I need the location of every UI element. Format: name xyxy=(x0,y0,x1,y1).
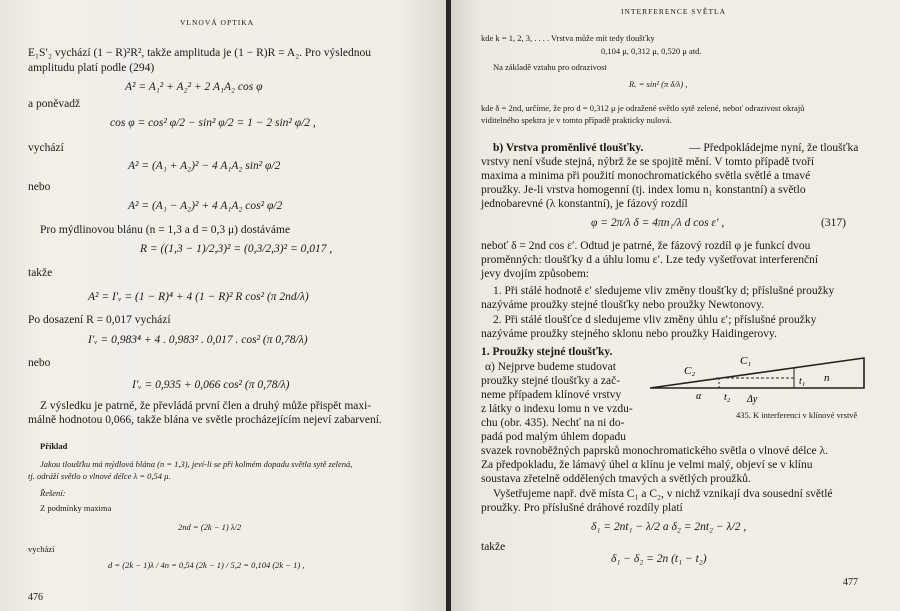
text-line: nebo xyxy=(28,181,51,193)
text-line: padá pod malým úhlem dopadu xyxy=(481,431,626,443)
text-line: 2. Při stálé tloušťce d sledujeme vliv změny úhlu ε′; příslušné proužky xyxy=(493,314,817,326)
text-line: kde k = 1, 2, 3, . . . . Vrstva může mít tedy tloušťky xyxy=(481,33,655,43)
wedge-shape xyxy=(650,358,864,388)
text-line: 0,104 μ, 0,312 μ, 0,520 μ atd. xyxy=(601,46,702,56)
equation: δ₁ − δ₂ = 2n (t₁ − t₂) xyxy=(611,553,707,565)
text-line: Na základě vztahu pro odrazivost xyxy=(493,62,607,72)
example-text: vychází xyxy=(28,544,55,554)
text-line: Za předpokladu, že lámavý úhel α klínu je velmi malý, objeví se v klínu xyxy=(481,459,813,471)
page-number-left: 476 xyxy=(28,592,43,603)
equation: Rᵥ = sin² (π δ/λ) , xyxy=(629,79,688,89)
equation: δ₁ = 2nt₁ − λ/2 a δ₂ = 2nt₂ − λ/2 , xyxy=(591,521,747,533)
text-line: Z výsledku je patrné, že převládá první člen a druhý může přispět maxi- xyxy=(40,400,372,412)
left-page xyxy=(0,0,448,611)
text-line: nazýváme proužky stejné tloušťky nebo proužky Newtonovy. xyxy=(481,299,764,311)
text-line: svazek rovnoběžných paprsků monochromatického světla o vlnové délce λ. xyxy=(481,445,828,457)
equation: A² = I′ᵥ = (1 − R)⁴ + 4 (1 − R)² R cos² (π 2nd/λ) xyxy=(88,291,309,303)
text-line: vychází xyxy=(28,142,64,154)
text-line: vrstvy není všude stejná, nýbrž že se spojitě mění. V tomto případě tvoří xyxy=(481,156,815,168)
label-c1: C₁ xyxy=(740,355,752,367)
running-head-left: VLNOVÁ OPTIKA xyxy=(180,18,255,27)
equation: I′ᵥ = 0,935 + 0,066 cos² (π 0,78/λ) xyxy=(132,379,290,391)
text-line: takže xyxy=(481,541,506,553)
text-line: soustava zřetelně oddělených tmavých a světlých proužků. xyxy=(481,473,751,485)
text-line: a poněvadž xyxy=(28,98,81,110)
label-alpha: α xyxy=(696,391,702,402)
figure-wedge-diagram xyxy=(644,352,876,410)
text-line: proužky stejné tloušťky a zač- xyxy=(481,375,621,387)
text-line: takže xyxy=(28,267,53,279)
text-line: Vyšetřujeme např. dvě místa C₁ a C₂, v nichž vznikají dva sousední světlé xyxy=(493,488,833,500)
text-line: chu (obr. 435). Nechť na ni do- xyxy=(481,417,625,429)
text-line: z látky o indexu lomu n ve vzdu- xyxy=(481,403,633,415)
page-number-right: 477 xyxy=(843,577,858,588)
text-line: 1. Při stálé hodnotě ε′ sledujeme vliv změny tloušťky d; příslušné proužky xyxy=(493,285,835,297)
example-equation: 2nd = (2k − 1) λ/2 xyxy=(178,522,242,532)
equation: R = ((1,3 − 1)/2,3)² = (0,3/2,3)² = 0,017 , xyxy=(140,243,333,255)
label-n: n xyxy=(824,372,830,384)
example-text: tj. odráží světlo o vlnové délce λ = 0,54 μ. xyxy=(28,471,171,481)
wedge-svg xyxy=(644,352,876,410)
text-line: kde δ = 2nd, určíme, že pro d = 0,312 μ je odražené světlo sytě zelené, neboť odrazivost okrajů xyxy=(481,103,805,113)
subsection-heading: 1. Proužky stejné tloušťky. xyxy=(481,346,613,358)
equation: A² = (A₁ + A₂)² − 4 A₁A₂ sin² φ/2 xyxy=(128,160,281,172)
solution-label: Řešení: xyxy=(40,488,66,498)
text-line: nebo xyxy=(28,357,51,369)
text-line: amplitudu platí podle (294) xyxy=(28,62,155,74)
equation: A² = (A₁ − A₂)² + 4 A₁A₂ cos² φ/2 xyxy=(128,200,283,212)
text-line: Po dosazení R = 0,017 vychází xyxy=(28,314,171,326)
text-line: viditelného spektra je v tomto případě prakticky nulová. xyxy=(481,115,672,125)
running-head-right: INTERFERENCE SVĚTLA xyxy=(621,7,727,16)
text-line: E₁S′₂ vychází (1 − R)²R², takže amplituda je (1 − R)R = A₂. Pro výslednou xyxy=(28,47,372,59)
equation: A² = A₁² + A₂² + 2 A₁A₂ cos φ xyxy=(125,81,263,93)
text-line: jednobarevné (λ konstantní), je fázový rozdíl xyxy=(481,198,688,210)
right-page xyxy=(451,0,900,611)
text-line: neboť δ = 2nd cos ε′. Odtud je patrné, že fázový rozdíl φ je funkcí dvou xyxy=(481,240,811,252)
text-line: maxima a minima při použití monochromatického světla světlé a tmavé xyxy=(481,170,811,182)
equation: φ = 2π/λ δ = 4πn₁/λ d cos ε′ , xyxy=(591,217,725,229)
text-line: neme případem klínové vrstvy xyxy=(481,389,622,401)
text-line: α) Nejprve budeme studovat xyxy=(485,361,616,373)
label-delta-y: Δy xyxy=(747,394,758,405)
text-line: jevy dvojím způsobem: xyxy=(481,268,589,280)
text-line: proužky. Je-li vrstva homogenní (tj. index lomu n₁ konstantní) a světlo xyxy=(481,184,806,196)
text-line: proměnných: tloušťky d a úhlu lomu ε′. Lze tedy vyšetřovat interferenční xyxy=(481,254,819,266)
text-line: — Předpokládejme nyní, že tloušťka xyxy=(689,142,859,154)
label-t2: t₂ xyxy=(724,392,731,403)
label-c2: C₂ xyxy=(684,365,696,377)
text-line: málně hodnotou 0,066, takže blána ve světle procházejícím nejeví zabarvení. xyxy=(28,414,382,426)
text-line: Pro mýdlinovou blánu (n = 1,3 a d = 0,3 μ) dostáváme xyxy=(40,224,291,236)
label-t1: t₁ xyxy=(799,376,806,387)
section-heading: b) Vrstva proměnlivé tloušťky. xyxy=(493,142,644,154)
text-line: nazýváme proužky stejného sklonu nebo proužky Haidingerovy. xyxy=(481,328,777,340)
equation: cos φ = cos² φ/2 − sin² φ/2 = 1 − 2 sin² φ/2 , xyxy=(110,117,316,129)
example-text: Jakou tloušťku má mýdlová blána (n = 1,3), jeví-li se při kolmém dopadu světla sytě zelená, xyxy=(40,459,353,469)
example-equation: d = (2k − 1)λ / 4n = 0,54 (2k − 1) / 5,2 = 0,104 (2k − 1) , xyxy=(108,560,305,570)
equation-number: (317) xyxy=(821,217,846,229)
example-text: Z podmínky maxima xyxy=(40,503,112,513)
equation: I′ᵥ = 0,983⁴ + 4 . 0,983² . 0,017 . cos² (π 0,78/λ) xyxy=(88,334,308,346)
example-heading: Příklad xyxy=(40,441,68,451)
figure-caption: 435. K interferenci v klínové vrstvě xyxy=(736,410,858,420)
text-line: proužky. Pro příslušné dráhové rozdíly platí xyxy=(481,502,683,514)
